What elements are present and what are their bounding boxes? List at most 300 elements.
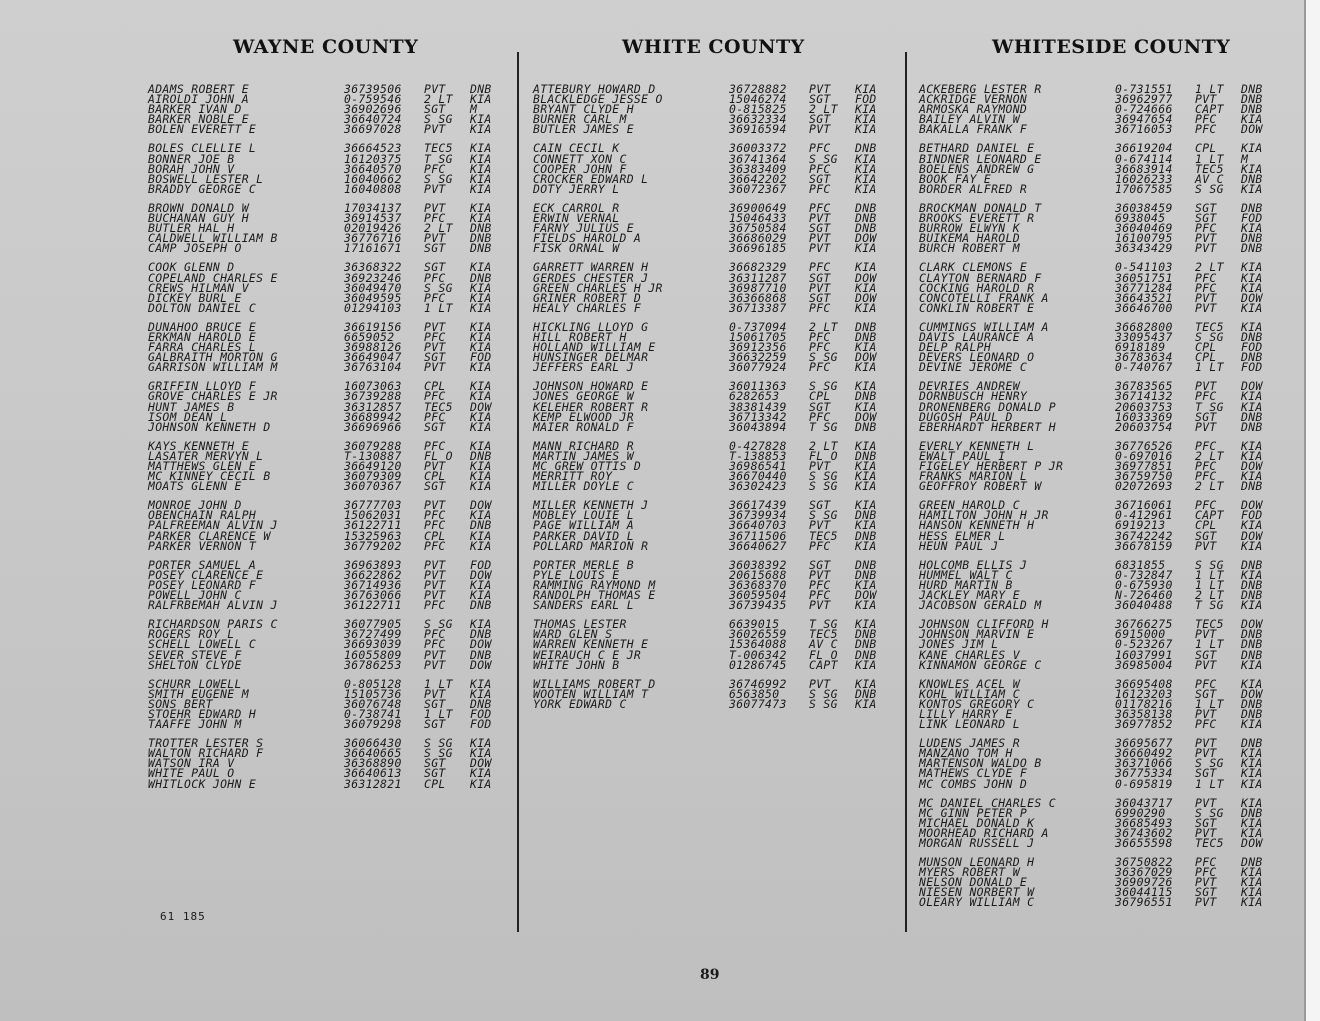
name: WARD GLEN S [533, 627, 613, 642]
county-heading: WAYNE COUNTY [233, 36, 419, 58]
name: HOLLAND WILLIAM E [533, 340, 656, 355]
serial-number: 36689942 [344, 409, 402, 424]
status: KIA [470, 112, 492, 127]
name: WILLIAMS ROBERT D [533, 676, 656, 691]
name: OLEARY WILLIAM C [919, 895, 1035, 910]
name: BETHARD DANIEL E [919, 141, 1035, 156]
name: WHITE JOHN B [533, 657, 620, 672]
rank: PFC [1195, 389, 1217, 404]
name: MICHAEL DONALD K [919, 815, 1035, 830]
name: TROTTER LESTER S [148, 736, 264, 751]
status: KIA [470, 469, 492, 484]
name: HAMILTON JOHN H JR [919, 508, 1049, 523]
status: DOW [1241, 836, 1263, 850]
rank: TEC5 [1195, 319, 1224, 334]
status: DNB [855, 567, 877, 582]
status: M [470, 102, 478, 117]
status: DNB [855, 389, 877, 404]
name: BINDNER LEONARD E [919, 151, 1042, 166]
serial-number: 36640570 [344, 161, 402, 176]
status: KIA [470, 260, 492, 275]
name: MC COMBS JOHN D [919, 776, 1028, 791]
status: DNB [1241, 696, 1263, 711]
name: HESS ELMER L [919, 528, 1006, 543]
status: KIA [855, 151, 877, 166]
roster-group [919, 498, 1281, 553]
roster-row [148, 598, 510, 613]
rank: PVT [1195, 825, 1217, 840]
status: DNB [855, 528, 877, 543]
name: DICKEY BURL E [148, 290, 242, 305]
rank: PFC [809, 161, 831, 176]
serial-number: 36051751 [1115, 270, 1173, 285]
rank: PFC [424, 508, 446, 523]
serial-number: 36962977 [1115, 92, 1173, 107]
name: MONROE JOHN D [148, 498, 242, 513]
name: ACKRIDGE VERNON [919, 92, 1028, 107]
name: HILL ROBERT H [533, 329, 627, 344]
roster-group [148, 736, 510, 791]
status: DOW [855, 588, 877, 603]
serial-number: 36713342 [729, 409, 787, 424]
rank: PVT [809, 82, 831, 96]
serial-number: 36619204 [1115, 141, 1173, 156]
status: KIA [1241, 538, 1263, 553]
roster-group [919, 379, 1281, 434]
status: DNB [1241, 92, 1263, 107]
name: HICKLING LLOYD G [533, 319, 649, 334]
rank: PFC [1195, 438, 1217, 453]
name: LILLY HARRY E [919, 706, 1013, 721]
status: DOW [1241, 459, 1263, 473]
serial-number: 15046274 [729, 92, 787, 107]
name: WHITE PAUL O [148, 766, 235, 781]
footer-code: 61 185 [160, 910, 206, 923]
status: FOD [470, 350, 492, 365]
rank: 1 LT [1195, 151, 1224, 166]
serial-number: 36728882 [729, 82, 787, 96]
roster-row [148, 419, 510, 434]
county-heading: WHITESIDE COUNTY [992, 36, 1231, 58]
name: TAAFFE JOHN M [148, 717, 242, 732]
serial-number: 36311287 [729, 270, 787, 285]
roster-group [148, 379, 510, 434]
status: KIA [855, 300, 877, 315]
roster-group [919, 736, 1281, 791]
rank: PVT [1195, 627, 1217, 642]
roster-row [919, 122, 1281, 137]
status: KIA [470, 319, 492, 334]
name: ERWIN VERNAL [533, 211, 620, 226]
column-divider [905, 52, 907, 932]
name: ARMOSKA RAYMOND [919, 102, 1028, 117]
name: PALFREEMAN ALVIN J [148, 518, 278, 533]
name: WALTON RICHARD F [148, 746, 264, 761]
name: MANZANO TOM H [919, 746, 1013, 761]
name: MAIER RONALD F [533, 419, 634, 434]
status: KIA [1241, 865, 1263, 880]
rank: 2 LT [809, 438, 838, 453]
serial-number: 36343429 [1115, 241, 1173, 256]
serial-number: 0-523267 [1115, 637, 1173, 652]
rank: PVT [424, 686, 446, 701]
serial-number: 36059504 [729, 588, 787, 603]
rank: SGT [424, 717, 446, 732]
status: DNB [1241, 419, 1263, 434]
name: DELP RALPH [919, 340, 992, 355]
roster-group [533, 200, 895, 256]
status: DNB [855, 419, 877, 434]
rank: SGT [1195, 766, 1217, 781]
rank: SGT [809, 270, 831, 285]
name: MARTENSON WALDO B [919, 756, 1042, 771]
serial-number: 0-731551 [1115, 82, 1173, 96]
name: RAMMING RAYMOND M [533, 577, 656, 592]
status: KIA [1241, 895, 1263, 910]
serial-number: 36987710 [729, 280, 787, 295]
roster-group [533, 676, 895, 711]
status: KIA [855, 538, 877, 553]
status: KIA [470, 200, 492, 215]
serial-number: 36072367 [729, 181, 787, 196]
serial-number: 36660492 [1115, 746, 1173, 761]
name: DORNBUSCH HENRY [919, 389, 1028, 404]
serial-number: 36786253 [344, 657, 402, 672]
serial-number: 36716053 [1115, 122, 1173, 137]
name: RALFRBEMAH ALVIN J [148, 598, 278, 613]
rank: SGT [1195, 647, 1217, 662]
rank: AV C [1195, 171, 1224, 186]
name: BOSWELL LESTER L [148, 171, 264, 186]
serial-number: 36988126 [344, 340, 402, 355]
name: KAYS KENNETH E [148, 438, 249, 453]
rank: CPL [1195, 340, 1217, 355]
name: ADAMS ROBERT E [148, 82, 249, 96]
rank: PVT [424, 181, 446, 196]
name: KINNAMON GEORGE C [919, 657, 1042, 672]
name: CUMMINGS WILLIAM A [919, 319, 1049, 334]
serial-number: 36750584 [729, 221, 787, 236]
name: POWELL JOHN C [148, 588, 242, 603]
name: FIELDS HAROLD A [533, 231, 642, 246]
serial-number: 36077473 [729, 696, 787, 711]
name: MOORHEAD RICHARD A [919, 825, 1049, 840]
roster-group [919, 855, 1281, 910]
rank: PVT [424, 319, 446, 334]
rank: SGT [424, 241, 446, 256]
status: KIA [470, 161, 492, 176]
rank: PVT [1195, 657, 1217, 672]
status: DNB [1241, 805, 1263, 820]
rank: SGT [1195, 686, 1217, 701]
name: POLLARD MARION R [533, 538, 649, 553]
name: DAVIS LAURANCE A [919, 329, 1035, 344]
name: BAKALLA FRANK F [919, 122, 1028, 137]
roster-group [919, 200, 1281, 256]
rank: 2 LT [1195, 260, 1224, 275]
rank: PFC [809, 340, 831, 355]
rank: SGT [424, 696, 446, 711]
serial-number: 36011363 [729, 379, 787, 394]
roster-row [919, 479, 1281, 494]
serial-number: 20603753 [1115, 399, 1173, 414]
rank: PFC [424, 389, 446, 404]
name: STOEHR EDWARD H [148, 706, 257, 721]
rank: SGT [1195, 200, 1217, 215]
status: KIA [855, 260, 877, 275]
status: KIA [1241, 598, 1263, 613]
status: DNB [1241, 329, 1263, 344]
serial-number: 36643521 [1115, 290, 1173, 305]
rank: PVT [424, 200, 446, 215]
serial-number: 36003372 [729, 141, 787, 156]
roster-row [533, 181, 895, 196]
status: KIA [855, 657, 877, 672]
serial-number: 02019426 [344, 221, 402, 236]
name: BLACKLEDGE JESSE O [533, 92, 663, 107]
status: DOW [1241, 122, 1263, 137]
serial-number: 6831855 [1115, 557, 1166, 572]
status: DNB [855, 221, 877, 236]
name: JEFFERS EARL J [533, 360, 634, 375]
roster-group [533, 557, 895, 613]
roster-row [148, 538, 510, 553]
name: HUNSINGER DELMAR [533, 350, 649, 365]
name: EVERLY KENNETH L [919, 438, 1035, 453]
status: DOW [470, 498, 492, 513]
name: JONES JIM L [919, 637, 999, 652]
name: COOK GLENN D [148, 260, 235, 275]
rank: PVT [809, 598, 831, 613]
serial-number: 36742242 [1115, 528, 1173, 543]
rank: SGT [809, 112, 831, 127]
serial-number: 6639015 [729, 617, 780, 632]
status: KIA [470, 438, 492, 453]
status: KIA [1241, 469, 1263, 484]
status: KIA [855, 102, 877, 117]
status: KIA [1241, 776, 1263, 791]
serial-number: 36909726 [1115, 875, 1173, 890]
serial-number: 36763066 [344, 588, 402, 603]
serial-number: 36779202 [344, 538, 402, 553]
status: KIA [1241, 766, 1263, 781]
status: KIA [1241, 300, 1263, 315]
serial-number: 17067585 [1115, 181, 1173, 196]
serial-number: 36914537 [344, 211, 402, 226]
status: DNB [855, 686, 877, 701]
roster-row [148, 122, 510, 137]
status: DNB [1241, 171, 1263, 186]
serial-number: 36640724 [344, 112, 402, 127]
rank: 2 LT [1195, 448, 1224, 463]
serial-number: 36746992 [729, 676, 787, 691]
rank: PFC [424, 329, 446, 344]
rank: TEC5 [424, 141, 453, 156]
serial-number: 36640703 [729, 518, 787, 533]
rank: PVT [809, 231, 831, 246]
name: KOHL WILLIAM C [919, 686, 1020, 701]
status: DOW [470, 637, 492, 652]
status: KIA [1241, 161, 1263, 176]
status: KIA [470, 577, 492, 592]
status: DNB [855, 319, 877, 334]
name: PORTER MERLE B [533, 557, 634, 572]
serial-number: 36759750 [1115, 469, 1173, 484]
rank: S SG [809, 686, 838, 701]
serial-number: 36750822 [1115, 855, 1173, 870]
status: DNB [470, 627, 492, 642]
status: KIA [1241, 825, 1263, 840]
rank: SGT [809, 498, 831, 513]
rank: PFC [424, 538, 446, 553]
status: DNB [855, 448, 877, 463]
name: BUTLER JAMES E [533, 122, 634, 137]
name: LUDENS JAMES R [919, 736, 1020, 751]
status: FOD [470, 717, 492, 732]
serial-number: 02072693 [1115, 479, 1173, 494]
name: JONES GEORGE W [533, 389, 634, 404]
status: DNB [470, 231, 492, 246]
serial-number: 36619156 [344, 319, 402, 334]
roster-row [919, 538, 1281, 553]
serial-number: 36923246 [344, 270, 402, 285]
serial-number: 0-805128 [344, 676, 402, 691]
rank: SGT [424, 766, 446, 781]
roster-group [148, 617, 510, 672]
roster-group [533, 617, 895, 672]
name: GARRISON WILLIAM M [148, 360, 278, 375]
name: COPELAND CHARLES E [148, 270, 278, 285]
rank: PFC [809, 409, 831, 424]
name: SCHURR LOWELL [148, 676, 242, 691]
rank: PVT [424, 577, 446, 592]
name: WARREN KENNETH E [533, 637, 649, 652]
rank: AV C [809, 637, 838, 652]
name: JOHNSON HOWARD E [533, 379, 649, 394]
rank: 1 LT [1195, 637, 1224, 652]
rank: PFC [424, 211, 446, 226]
roster-row [919, 181, 1281, 196]
roster-row [533, 241, 895, 256]
name: MARTIN JAMES W [533, 448, 634, 463]
status: DNB [1241, 241, 1263, 256]
rank: PVT [1195, 231, 1217, 246]
status: KIA [855, 598, 877, 613]
status: KIA [1241, 319, 1263, 334]
status: KIA [470, 340, 492, 355]
rank: PFC [1195, 498, 1217, 513]
name: SCHELL LOWELL C [148, 637, 257, 652]
roster-row [148, 360, 510, 375]
serial-number: 36640627 [729, 538, 787, 553]
roster-row [919, 776, 1281, 791]
rank: CPL [1195, 518, 1217, 533]
serial-number: 36739506 [344, 82, 402, 96]
serial-number: 36640665 [344, 746, 402, 761]
rank: CPL [1195, 350, 1217, 365]
serial-number: 36678159 [1115, 538, 1173, 553]
roster-group [148, 438, 510, 494]
status: DOW [855, 350, 877, 365]
name: GERDES CHESTER J [533, 270, 649, 285]
status: DNB [470, 518, 492, 533]
status: KIA [855, 161, 877, 176]
name: GEOFFROY ROBERT W [919, 479, 1042, 494]
serial-number: 36368370 [729, 577, 787, 592]
status: DNB [470, 221, 492, 236]
rank: PFC [1195, 122, 1217, 137]
status: KIA [1241, 567, 1263, 582]
rank: S SG [809, 508, 838, 523]
rank: PFC [809, 577, 831, 592]
serial-number: 36685493 [1115, 815, 1173, 830]
status: FOD [470, 557, 492, 572]
rank: 1 LT [1195, 776, 1224, 791]
status: KIA [470, 538, 492, 553]
rank: PFC [1195, 112, 1217, 127]
status: DNB [1241, 479, 1263, 494]
roster-row [919, 657, 1281, 672]
rank: 2 LT [424, 92, 453, 107]
name: BURNER CARL M [533, 112, 627, 127]
name: MERRITT ROY [533, 469, 613, 484]
serial-number: 17161671 [344, 241, 402, 256]
name: AIROLDI JOHN A [148, 92, 249, 107]
name: MC GREW OTTIS D [533, 459, 642, 473]
rank: T SG [809, 617, 838, 632]
status: KIA [1241, 885, 1263, 900]
roster-group [919, 141, 1281, 196]
status: KIA [1241, 221, 1263, 236]
serial-number: 15325963 [344, 528, 402, 543]
status: DNB [470, 82, 492, 96]
serial-number: 16037991 [1115, 647, 1173, 662]
serial-number: 36741364 [729, 151, 787, 166]
name: GROVE CHARLES E JR [148, 389, 278, 404]
status: KIA [855, 469, 877, 484]
status: KIA [470, 379, 492, 394]
roster-group [148, 82, 510, 137]
serial-number: 36038459 [1115, 200, 1173, 215]
serial-number: 36713387 [729, 300, 787, 315]
name: BONNER JOE B [148, 151, 235, 166]
status: KIA [470, 329, 492, 344]
rank: PVT [809, 122, 831, 137]
serial-number: 0-740767 [1115, 360, 1173, 375]
name: OBENCHAIN RALPH [148, 508, 257, 523]
status: KIA [470, 528, 492, 543]
serial-number: 36977851 [1115, 459, 1173, 473]
name: CONNETT XON C [533, 151, 627, 166]
rank: 1 LT [424, 676, 453, 691]
name: MUNSON LEONARD H [919, 855, 1035, 870]
status: DNB [855, 329, 877, 344]
serial-number: 36985004 [1115, 657, 1173, 672]
name: BROCKMAN DONALD T [919, 200, 1042, 215]
roster-group [148, 319, 510, 375]
serial-number: 16123203 [1115, 686, 1173, 701]
name: CONKLIN ROBERT E [919, 300, 1035, 315]
name: CREWS HILMAN V [148, 280, 249, 295]
rank: PFC [809, 588, 831, 603]
rank: CPL [424, 528, 446, 543]
roster-row [148, 479, 510, 494]
name: GARRETT WARREN H [533, 260, 649, 275]
name: JACOBSON GERALD M [919, 598, 1042, 613]
serial-number: 15062031 [344, 508, 402, 523]
name: BOLEN EVERETT E [148, 122, 257, 137]
serial-number: 15105736 [344, 686, 402, 701]
